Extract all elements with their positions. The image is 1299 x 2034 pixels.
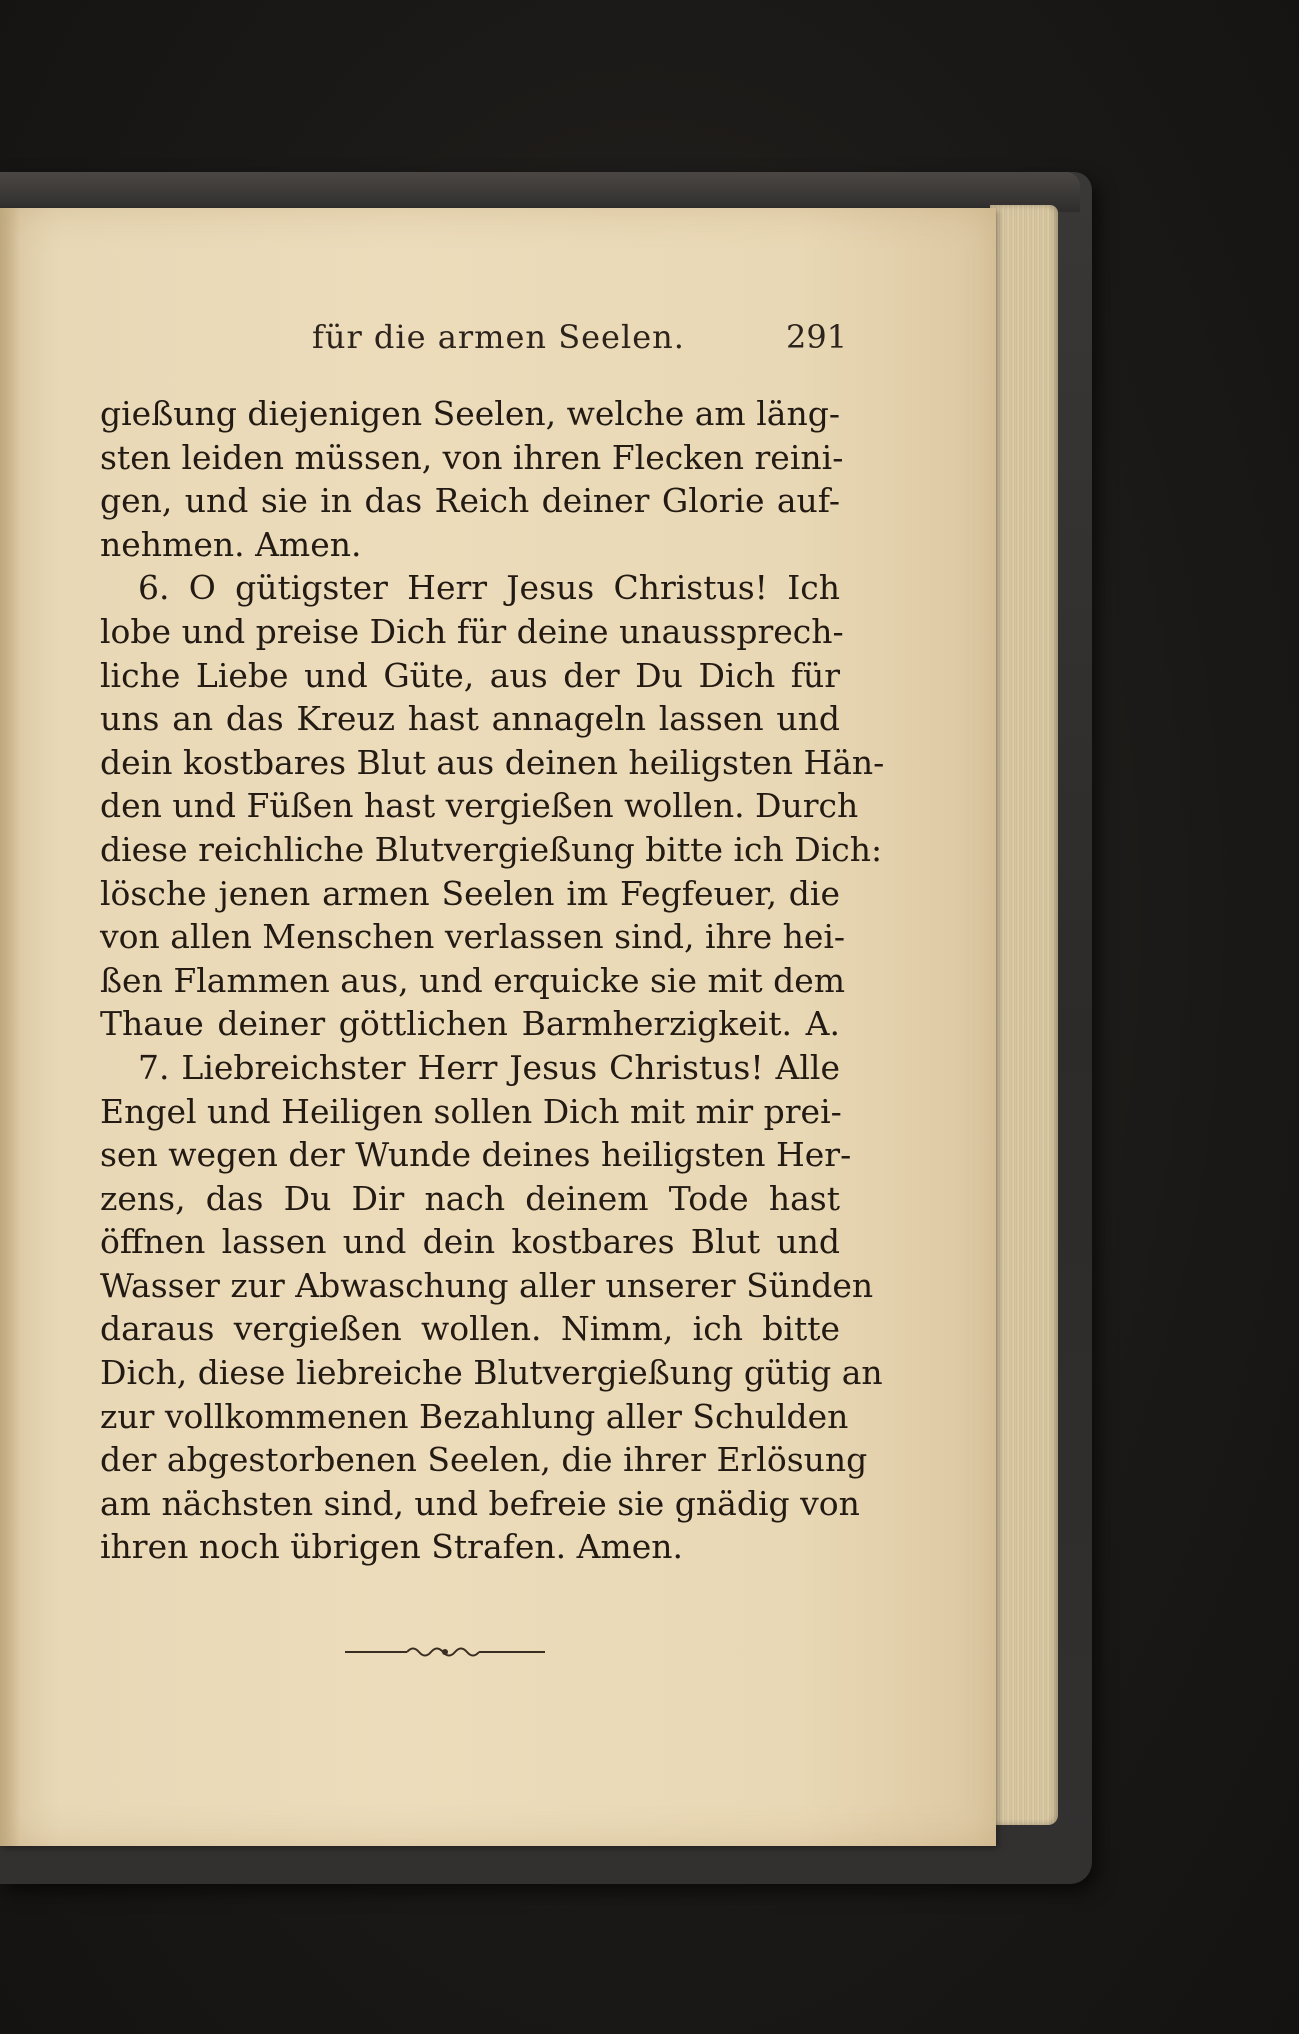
- text-line: der abgestorbenen Seelen, die ihrer Erlösung: [100, 1440, 868, 1480]
- text-line: ihren noch übrigen Strafen. Amen.: [100, 1527, 683, 1567]
- text-line: diese reichliche Blutvergießung bitte ich Dich:: [100, 829, 883, 869]
- text-line: Engel und Heiligen sollen Dich mit mir prei-: [100, 1091, 842, 1131]
- text-line: ßen Flammen aus, und erquicke sie mit dem: [100, 960, 846, 1000]
- text-line: lobe und preise Dich für deine unaussprech-: [100, 611, 844, 651]
- text-line: zens, das Du Dir nach deinem Tode hast: [100, 1178, 840, 1218]
- text-line: Thaue deiner göttlichen Barmherzigkeit. A.: [100, 1004, 840, 1044]
- text-line: Dich, diese liebreiche Blutvergießung gütig an: [100, 1353, 883, 1393]
- text-line: öffnen lassen und dein kostbares Blut und: [100, 1222, 840, 1262]
- text-line: den und Füßen hast vergießen wollen. Durch: [100, 786, 859, 826]
- text-line: liche Liebe und Güte, aus der Du Dich für: [100, 655, 840, 695]
- text-line: am nächsten sind, und befreie sie gnädig von: [100, 1483, 860, 1523]
- text-line: zur vollkommenen Bezahlung aller Schulden: [100, 1396, 849, 1436]
- book-binding-top: [0, 172, 1080, 212]
- text-line: Wasser zur Abwaschung aller unserer Sünden: [100, 1265, 874, 1305]
- text-line: lösche jenen armen Seelen im Fegfeuer, die: [100, 873, 840, 913]
- text-line: uns an das Kreuz hast annageln lassen und: [100, 699, 840, 739]
- ornament-divider-icon: [345, 1640, 545, 1664]
- page-number: 291: [786, 318, 848, 356]
- page-gutter-shadow: [0, 208, 20, 1846]
- text-line: daraus vergießen wollen. Nimm, ich bitte: [100, 1309, 840, 1349]
- text-line: 6. O gütigster Herr Jesus Christus! Ich: [138, 568, 840, 608]
- page-block-edges: [990, 205, 1058, 1825]
- text-line: gießung diejenigen Seelen, welche am läng-: [100, 394, 840, 433]
- page-body-text: [100, 392, 885, 1569]
- text-line: sten leiden müssen, von ihren Flecken reini-: [100, 437, 844, 477]
- text-line: von allen Menschen verlassen sind, ihre hei-: [100, 917, 846, 957]
- text-line: nehmen. Amen.: [100, 524, 362, 564]
- text-line: 7. Liebreichster Herr Jesus Christus! Alle: [138, 1047, 840, 1087]
- running-head: für die armen Seelen.: [312, 318, 685, 356]
- text-line: sen wegen der Wunde deines heiligsten Her-: [100, 1135, 852, 1175]
- text-line: gen, und sie in das Reich deiner Glorie auf-: [100, 481, 840, 521]
- text-line: dein kostbares Blut aus deinen heiligsten Hän-: [100, 742, 885, 782]
